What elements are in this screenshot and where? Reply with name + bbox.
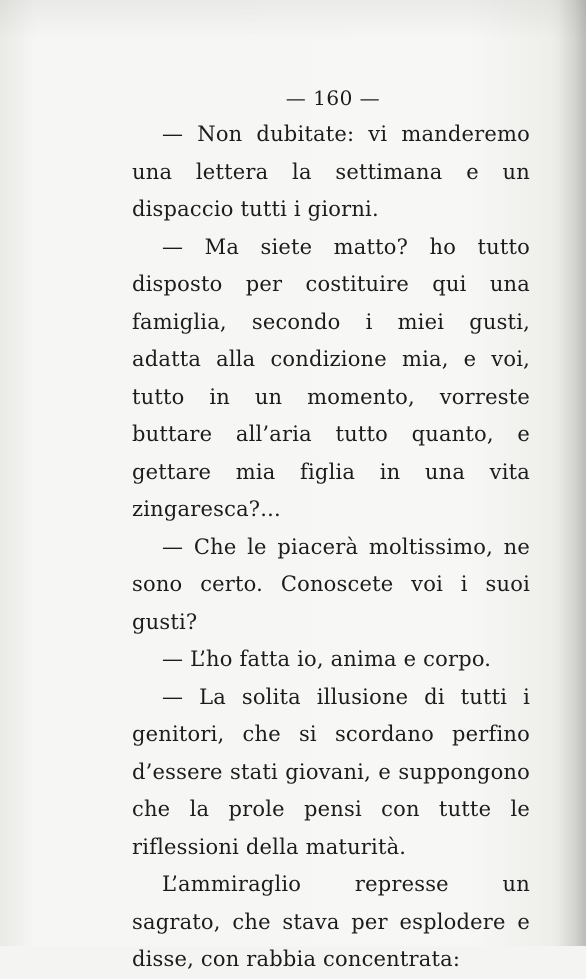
paragraph-dialogue-1: — Non dubitate: vi manderemo una lettera la settimana e un dispaccio tutti i giorni. [132, 122, 530, 221]
paragraph-narration: L’ammiraglio represse un sagrato, che stava per esplodere e disse, con rabbia concentrata: [132, 872, 530, 971]
paragraph-dialogue-3: — Che le piacerà moltissimo, ne sono certo. Conoscete voi i suoi gusti? [132, 534, 530, 634]
page-edge-shadow [558, 0, 586, 946]
paragraph-dialogue-5: — La solita illusione di tutti i genitori, che si scordano perfino d’essere stati giovani, e suppongono che la prole pensi con tutte le riflessioni della maturità. [132, 684, 530, 859]
page-body [132, 116, 530, 979]
paragraph-dialogue-2: — Ma siete matto? ho tutto disposto per costituire qui una famiglia, secondo i miei gusti, adatta alla condizione mia, e voi, tutto in un momento, vorreste buttare all’aria tutto quanto, e gettare mia figlia in una vita zingaresca?... [132, 234, 530, 521]
page-top-shadow [0, 0, 586, 40]
paragraph-dialogue-4: — L’ho fatta io, anima e corpo. [162, 647, 492, 671]
page-number: — 160 — [285, 86, 381, 110]
